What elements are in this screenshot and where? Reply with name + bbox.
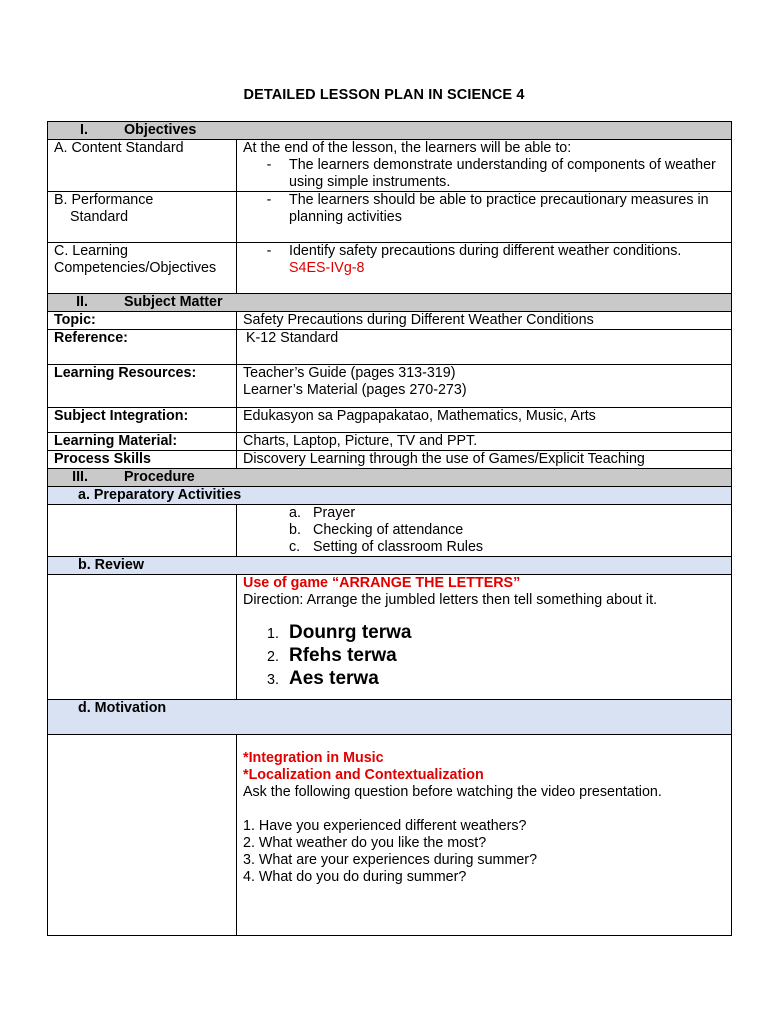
resources-row bbox=[48, 365, 732, 408]
motivation-header-row bbox=[48, 700, 732, 735]
section-number: I. bbox=[80, 122, 88, 138]
preparatory-header-row bbox=[48, 487, 732, 505]
integration-value: Edukasyon sa Pagpapakatao, Mathematics, Music, Arts bbox=[237, 408, 732, 433]
preparatory-label: a. Preparatory Activities bbox=[78, 487, 242, 503]
performance-standard-row bbox=[48, 192, 732, 243]
question-item: 2. What weather do you like the most? bbox=[243, 835, 487, 851]
question-item: 4. What do you do during summer? bbox=[243, 869, 467, 885]
jumbled-words-list bbox=[243, 622, 725, 691]
topic-value: Safety Precautions during Different Weather Conditions bbox=[237, 312, 732, 330]
list-item: c. Setting of classroom Rules bbox=[289, 539, 484, 555]
section-number: III. bbox=[72, 469, 88, 485]
reference-row bbox=[48, 330, 732, 365]
preparatory-row bbox=[48, 505, 732, 557]
review-direction: Direction: Arrange the jumbled letters then tell something about it. bbox=[243, 592, 658, 608]
dash-bullet: - bbox=[266, 192, 272, 208]
document-title: DETAILED LESSON PLAN IN SCIENCE 4 bbox=[243, 87, 525, 103]
resources-label: Learning Resources: bbox=[48, 365, 237, 408]
section-number: II. bbox=[76, 294, 88, 310]
competencies-label: C. Learning bbox=[54, 243, 128, 259]
list-item: b. Checking of attendance bbox=[289, 522, 464, 538]
list-item: 2. Rfehs terwa bbox=[267, 645, 397, 666]
review-header-row bbox=[48, 557, 732, 575]
resources-line-1: Teacher’s Guide (pages 313-319) bbox=[243, 365, 456, 381]
competencies-label-2: Competencies/Objectives bbox=[54, 260, 217, 276]
localization-note: *Localization and Contextualization bbox=[243, 767, 484, 783]
reference-label: Reference: bbox=[48, 330, 237, 365]
material-value: Charts, Laptop, Picture, TV and PPT. bbox=[237, 433, 732, 451]
skills-value: Discovery Learning through the use of Games/Explicit Teaching bbox=[237, 451, 732, 469]
performance-standard-text: The learners should be able to practice precautionary measures in planning activities bbox=[289, 192, 709, 225]
list-item: a. Prayer bbox=[289, 505, 356, 521]
material-label: Learning Material: bbox=[48, 433, 237, 451]
section-label: Subject Matter bbox=[124, 294, 223, 310]
list-item: 3. Aes terwa bbox=[267, 668, 379, 689]
dash-bullet: - bbox=[266, 243, 272, 259]
review-row bbox=[48, 575, 732, 700]
section-subject-matter-row bbox=[48, 294, 732, 312]
resources-line-2: Learner’s Material (pages 270-273) bbox=[243, 382, 467, 398]
lesson-plan-table bbox=[47, 121, 732, 936]
dash-bullet: - bbox=[266, 157, 272, 173]
integration-label: Subject Integration: bbox=[48, 408, 237, 433]
performance-standard-label-2: Standard bbox=[70, 209, 129, 225]
material-row bbox=[48, 433, 732, 451]
question-item: 3. What are your experiences during summer? bbox=[243, 852, 538, 868]
section-label: Objectives bbox=[124, 122, 197, 138]
section-label: Procedure bbox=[124, 469, 195, 485]
integration-row bbox=[48, 408, 732, 433]
motivation-row bbox=[48, 735, 732, 936]
section-procedure-row bbox=[48, 469, 732, 487]
section-objectives-row bbox=[48, 122, 732, 140]
performance-standard-label: B. Performance bbox=[54, 192, 154, 208]
question-item: 1. Have you experienced different weathers? bbox=[243, 818, 527, 834]
content-standard-label: A. Content Standard bbox=[54, 140, 184, 156]
competencies-text: Identify safety precautions during different weather conditions. bbox=[289, 243, 682, 259]
review-game-title: Use of game “ARRANGE THE LETTERS” bbox=[243, 575, 521, 591]
topic-label: Topic: bbox=[48, 312, 237, 330]
skills-label: Process Skills bbox=[48, 451, 237, 469]
integration-note: *Integration in Music bbox=[243, 750, 384, 766]
motivation-instruction: Ask the following question before watching the video presentation. bbox=[243, 784, 662, 800]
preparatory-list bbox=[243, 505, 725, 556]
list-item: 1. Dounrg terwa bbox=[267, 622, 412, 643]
competency-code: S4ES-IVg-8 bbox=[289, 260, 365, 276]
content-standard-intro: At the end of the lesson, the learners will be able to: bbox=[243, 140, 572, 156]
review-label: b. Review bbox=[78, 557, 144, 573]
content-standard-text: The learners demonstrate understanding of components of weather using simple instruments. bbox=[289, 157, 716, 190]
reference-value: K-12 Standard bbox=[237, 330, 732, 365]
topic-row bbox=[48, 312, 732, 330]
competencies-row bbox=[48, 243, 732, 294]
motivation-label: d. Motivation bbox=[78, 700, 167, 716]
content-standard-row bbox=[48, 140, 732, 192]
skills-row bbox=[48, 451, 732, 469]
